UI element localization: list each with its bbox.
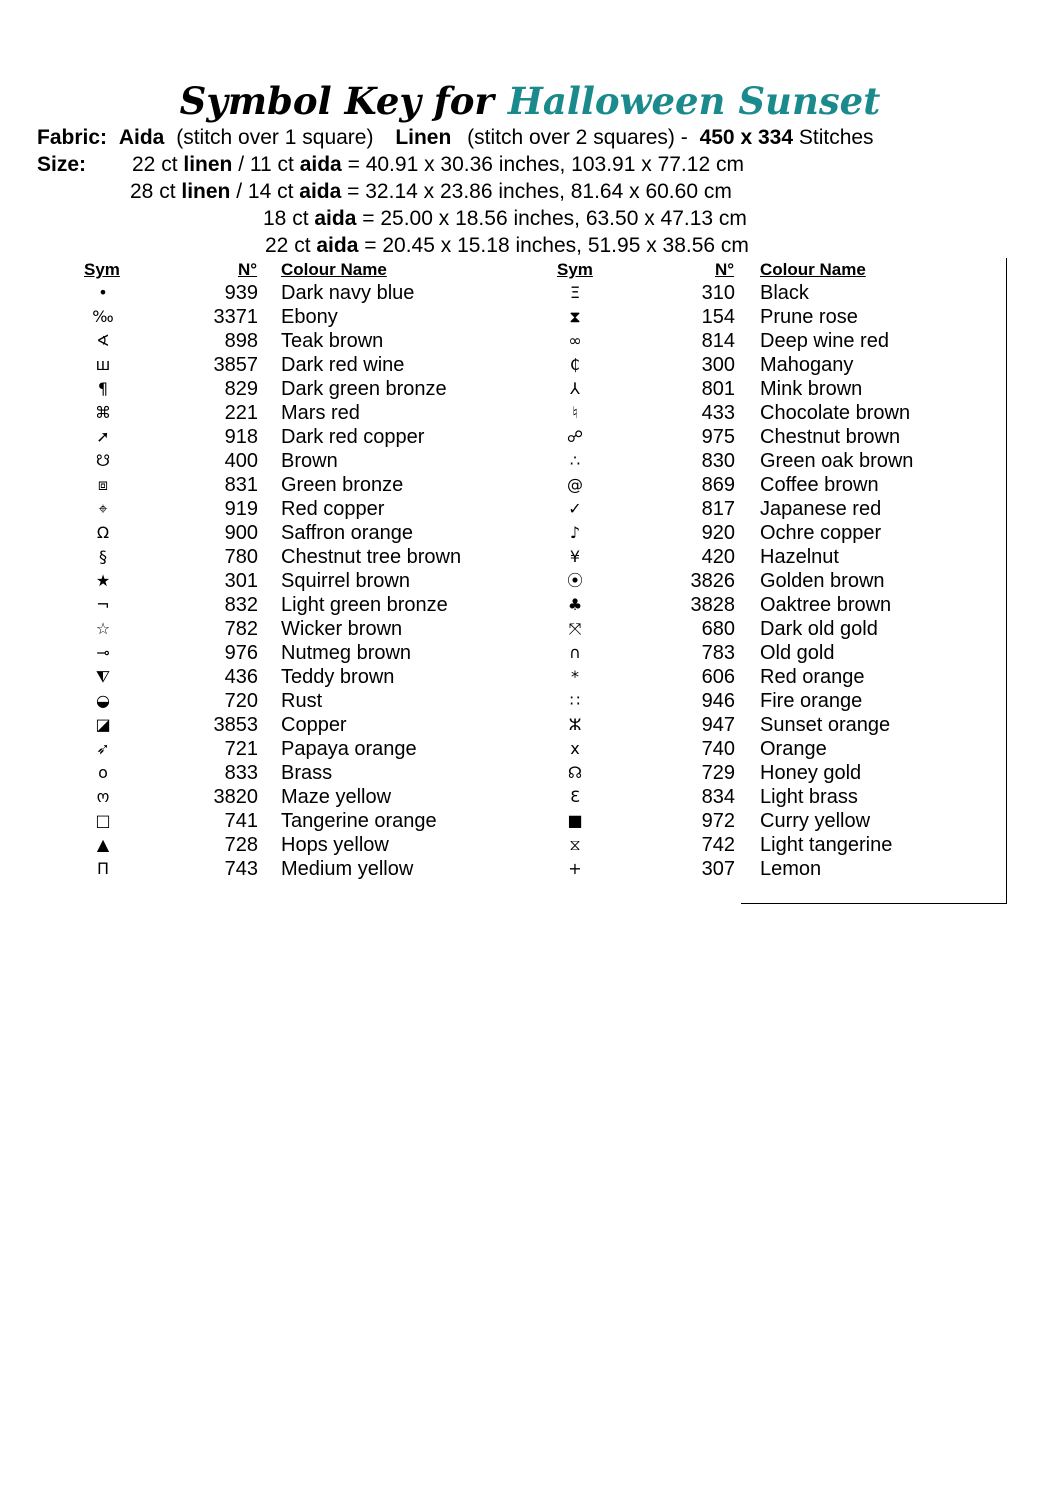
colour-name: Dark old gold [760, 618, 878, 640]
size-line-2 [130, 179, 732, 205]
col-header-name-right: Colour Name [760, 260, 866, 279]
size-dims: = 20.45 x 15.18 inches, 51.95 x 38.56 cm [364, 234, 749, 257]
symbol-glyph: ⌘ [95, 403, 111, 422]
thread-number: 743 [224, 858, 258, 880]
symbol-glyph: • [98, 283, 108, 302]
size-label: Size: [37, 153, 87, 176]
colour-name: Old gold [760, 642, 835, 664]
thread-number: 3828 [690, 594, 735, 616]
symbol-glyph: ⌖ [98, 499, 108, 518]
thread-number: 972 [701, 810, 735, 832]
col-header-num-left: N° [238, 260, 258, 279]
size-line-4 [265, 233, 749, 259]
thread-number: 420 [701, 546, 735, 568]
colour-name: Hazelnut [760, 546, 839, 568]
symbol-glyph: ш [95, 355, 111, 374]
colour-name: Squirrel brown [281, 570, 410, 592]
colour-name: Oaktree brown [760, 594, 892, 616]
size-line-1 [132, 152, 744, 178]
symbol-glyph: ■ [567, 811, 583, 830]
symbol-glyph: ⧈ [97, 475, 109, 494]
symbol-glyph: ♪ [569, 523, 581, 542]
thread-number: 3857 [213, 354, 258, 376]
colour-name: Honey gold [760, 762, 862, 784]
symbol-glyph: ⦿ [566, 571, 583, 590]
symbol-glyph: ¥ [569, 547, 581, 566]
colour-name: Chestnut brown [760, 426, 901, 448]
symbol-glyph: ⧖ [569, 835, 581, 854]
symbol-glyph: □ [95, 811, 111, 830]
size-sep: / 14 ct [236, 180, 294, 203]
symbol-glyph: ♣ [567, 595, 583, 614]
size-dims: = 40.91 x 30.36 inches, 103.91 x 77.12 cm [347, 153, 744, 176]
symbol-glyph: Ɛ [570, 787, 580, 806]
thread-number: 742 [701, 834, 735, 856]
thread-number: 918 [224, 426, 258, 448]
colour-name: Dark green bronze [281, 378, 447, 400]
symbol-glyph: * [571, 667, 579, 686]
colour-name: Teak brown [281, 330, 384, 352]
symbol-glyph: ∩ [569, 643, 581, 662]
thread-number: 301 [224, 570, 258, 592]
thread-number: 919 [224, 498, 258, 520]
colour-name: Brown [281, 450, 338, 472]
colour-name: Rust [281, 690, 323, 712]
colour-name: Orange [760, 738, 827, 760]
symbol-glyph: ♮ [572, 403, 578, 422]
thread-number: 720 [224, 690, 258, 712]
size-ct: 22 ct [132, 153, 178, 176]
size-aida: aida [299, 153, 342, 176]
thread-number: 976 [224, 642, 258, 664]
size-dims: = 25.00 x 18.56 inches, 63.50 x 47.13 cm [362, 207, 747, 230]
colour-name: Red copper [281, 498, 385, 520]
symbol-glyph: ∞ [568, 331, 582, 350]
size-line-3 [263, 206, 747, 232]
fabric-aida: Aida [118, 126, 165, 149]
symbol-glyph: ⤧ [568, 619, 582, 638]
thread-number: 832 [224, 594, 258, 616]
symbol-glyph: ო [96, 787, 110, 806]
thread-number: 154 [701, 306, 735, 328]
colour-name: Green bronze [281, 474, 404, 496]
colour-name: Lemon [760, 858, 822, 880]
colour-name: Light green bronze [281, 594, 448, 616]
fabric-line [37, 125, 874, 151]
thread-number: 3371 [213, 306, 258, 328]
colour-name: Prune rose [760, 306, 858, 328]
thread-number: 606 [701, 666, 735, 688]
thread-number: 833 [224, 762, 258, 784]
colour-name: Curry yellow [760, 810, 871, 832]
symbol-glyph: + [568, 859, 582, 878]
thread-number: 946 [701, 690, 735, 712]
symbol-glyph: Ξ [569, 283, 581, 302]
symbol-glyph: ☋ [95, 451, 111, 470]
thread-number: 310 [701, 282, 735, 304]
col-header-sym-right: Sym [557, 260, 593, 279]
fabric-linen: Linen [395, 126, 452, 149]
colour-name: Black [760, 282, 809, 304]
colour-name: Chestnut tree brown [281, 546, 462, 568]
colour-name: Dark red copper [281, 426, 425, 448]
thread-number: 740 [701, 738, 735, 760]
thread-number: 782 [224, 618, 258, 640]
thread-number: 3820 [213, 786, 258, 808]
symbol-glyph: ➚ [96, 427, 110, 446]
thread-number: 728 [224, 834, 258, 856]
symbol-glyph: o [98, 763, 108, 782]
symbol-glyph: ▲ [96, 835, 110, 854]
size-linen: linen [183, 153, 233, 176]
size-dims: = 32.14 x 23.86 inches, 81.64 x 60.60 cm [347, 180, 732, 203]
fabric-label: Fabric: [37, 126, 108, 149]
thread-number: 721 [224, 738, 258, 760]
colour-name: Brass [281, 762, 333, 784]
symbol-glyph: ◪ [95, 715, 111, 734]
thread-number: 307 [701, 858, 735, 880]
symbol-glyph: ➶ [96, 739, 110, 758]
symbol-glyph: ☆ [95, 619, 111, 638]
thread-number: 900 [224, 522, 258, 544]
size-ct: 28 ct [130, 180, 176, 203]
symbol-glyph: ⧨ [95, 667, 111, 686]
colour-name: Sunset orange [760, 714, 891, 736]
thread-number: 436 [224, 666, 258, 688]
size-ct: 22 ct [265, 234, 311, 257]
symbol-glyph: ∢ [96, 331, 110, 350]
colour-name: Wicker brown [281, 618, 403, 640]
symbol-glyph: ◒ [96, 691, 110, 710]
thread-number: 680 [701, 618, 735, 640]
colour-name: Mink brown [760, 378, 863, 400]
size-aida: aida [314, 207, 357, 230]
thread-number: 829 [224, 378, 258, 400]
colour-name: Ebony [281, 306, 338, 328]
page-title [0, 76, 1060, 126]
colour-name: Papaya orange [281, 738, 417, 760]
thread-number: 783 [701, 642, 735, 664]
size-aida: aida [299, 180, 342, 203]
symbol-glyph: ⵣ [568, 715, 582, 734]
colour-name: Golden brown [760, 570, 885, 592]
thread-number: 939 [224, 282, 258, 304]
thread-number: 817 [701, 498, 735, 520]
colour-name: Light brass [760, 786, 858, 808]
colour-name: Japanese red [760, 498, 882, 520]
symbol-glyph: x [570, 739, 580, 758]
stitch-count: 450 x 334 [699, 126, 794, 149]
thread-number: 831 [224, 474, 258, 496]
colour-name: Green oak brown [760, 450, 914, 472]
colour-name: Maze yellow [281, 786, 392, 808]
colour-name: Nutmeg brown [281, 642, 412, 664]
thread-number: 801 [701, 378, 735, 400]
thread-number: 400 [224, 450, 258, 472]
size-linen: linen [181, 180, 231, 203]
thread-number: 830 [701, 450, 735, 472]
thread-number: 433 [701, 402, 735, 424]
title-prefix: Symbol Key for [179, 79, 494, 123]
thread-number: 780 [224, 546, 258, 568]
fabric-aida-note: (stitch over 1 square) [176, 126, 374, 149]
colour-name: Fire orange [760, 690, 863, 712]
size-ct: 18 ct [263, 207, 309, 230]
colour-name: Light tangerine [760, 834, 893, 856]
symbol-glyph: ‰ [92, 307, 114, 326]
thread-number: 898 [224, 330, 258, 352]
thread-number: 3853 [213, 714, 258, 736]
symbol-glyph: ∴ [569, 451, 581, 470]
size-label-line [37, 152, 86, 178]
col-header-name-left: Colour Name [281, 260, 387, 279]
symbol-glyph: § [99, 547, 107, 566]
symbol-glyph: ☊ [567, 763, 583, 782]
symbol-glyph: ★ [95, 571, 111, 590]
symbol-glyph: Ω [96, 523, 110, 542]
colour-name: Mahogany [760, 354, 854, 376]
thread-number: 947 [701, 714, 735, 736]
colour-name: Dark navy blue [281, 282, 415, 304]
colour-name: Tangerine orange [281, 810, 437, 832]
colour-name: Coffee brown [760, 474, 879, 496]
symbol-glyph: Π [96, 859, 110, 878]
fabric-linen-note: (stitch over 2 squares) - [467, 126, 688, 149]
size-aida: aida [316, 234, 359, 257]
table-right-border [1006, 258, 1007, 904]
thread-number: 221 [224, 402, 258, 424]
thread-number: 814 [701, 330, 735, 352]
colour-name: Copper [281, 714, 347, 736]
thread-number: 729 [701, 762, 735, 784]
thread-number: 741 [224, 810, 258, 832]
colour-name: Teddy brown [281, 666, 395, 688]
col-header-num-right: N° [715, 260, 735, 279]
thread-number: 920 [701, 522, 735, 544]
colour-name: Red orange [760, 666, 865, 688]
size-sep: / 11 ct [238, 153, 294, 176]
colour-name: Mars red [281, 402, 360, 424]
stitch-word: Stitches [798, 126, 874, 149]
thread-number: 975 [701, 426, 735, 448]
symbol-glyph: ∷ [569, 691, 581, 710]
thread-number: 3826 [690, 570, 735, 592]
colour-name: Hops yellow [281, 834, 389, 856]
colour-name: Dark red wine [281, 354, 405, 376]
thread-number: 869 [701, 474, 735, 496]
table-bottom-border [741, 903, 1007, 904]
thread-number: 300 [701, 354, 735, 376]
colour-name: Medium yellow [281, 858, 414, 880]
symbol-glyph: ⧗ [569, 307, 581, 326]
symbol-glyph: ⊸ [96, 643, 110, 662]
colour-name: Saffron orange [281, 522, 413, 544]
colour-name: Deep wine red [760, 330, 889, 352]
thread-number: 834 [701, 786, 735, 808]
symbol-glyph: ✓ [568, 499, 582, 518]
symbol-glyph: ¬ [96, 595, 110, 614]
pattern-name: Halloween Sunset [507, 79, 881, 123]
col-header-sym-left: Sym [84, 260, 120, 279]
colour-name: Ochre copper [760, 522, 882, 544]
symbol-glyph: ₵ [569, 355, 581, 374]
symbol-glyph: ⅄ [570, 379, 580, 398]
symbol-glyph: ☍ [566, 427, 584, 446]
symbol-glyph: ¶ [97, 379, 109, 398]
symbol-glyph: @ [567, 475, 583, 494]
colour-name: Chocolate brown [760, 402, 911, 424]
